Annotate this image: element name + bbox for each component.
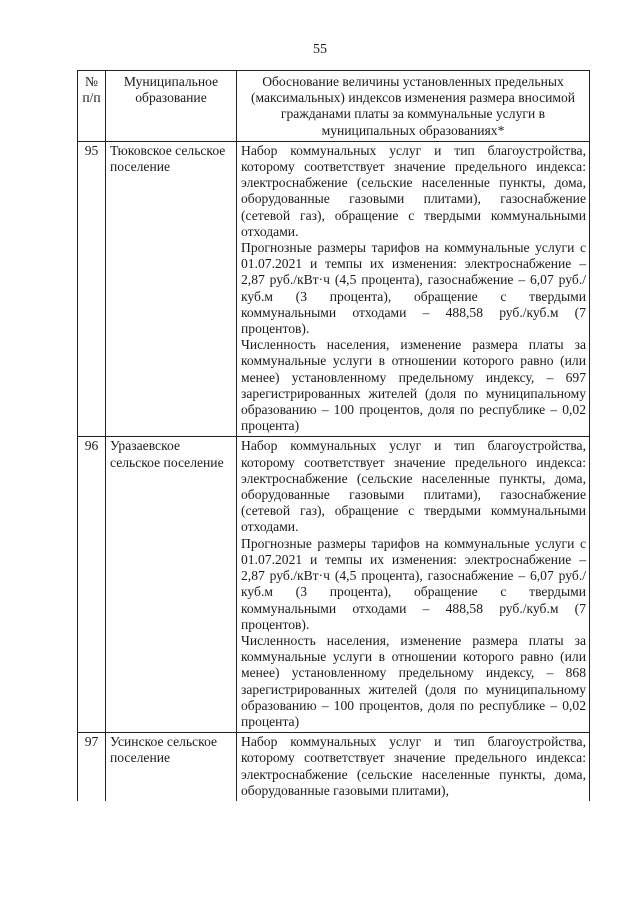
services-paragraph: Набор коммунальных услуг и тип благоустройства, которому соответствует значение предельного индекса: электроснабжение (сельские населенные пункты, дома, оборудованные газовыми плитами), [241, 734, 586, 798]
row-number: 97 [78, 733, 106, 801]
justification-cell [237, 733, 590, 801]
tariffs-paragraph: Прогнозные размеры тарифов на коммунальные услуги с 01.07.2021 и темпы их изменения: электроснабжение – 2,87 руб./кВт·ч (4,5 процента), газоснабжение – 6,07 руб./куб.м (3 процента), обращение с твердыми коммунальными отходами – 488,58 руб./куб.м (7 процентов). [241, 240, 586, 337]
tariffs-paragraph: Прогнозные размеры тарифов на коммунальные услуги с 01.07.2021 и темпы их изменения: электроснабжение – 2,87 руб./кВт·ч (4,5 процента), газоснабжение – 6,07 руб./куб.м (3 процента), обращение с твердыми коммунальными отходами – 488,58 руб./куб.м (7 процентов). [241, 535, 586, 632]
population-paragraph: Численность населения, изменение размера платы за коммунальные услуги в отношении которого равно (или менее) установленному предельному индексу, – 868 зарегистрированных жителей (доля по муниципальному образованию – 100 процентов, доля по республике – 0,02 процента) [241, 632, 586, 729]
table-header-row [78, 71, 590, 142]
tariff-index-table [77, 70, 590, 801]
justification-cell [237, 141, 590, 437]
row-number: 96 [78, 437, 106, 733]
services-paragraph: Набор коммунальных услуг и тип благоустройства, которому соответствует значение предельного индекса: электроснабжение (сельские населенные пункты, дома, оборудованные газовыми плитами), газоснабжение (сетевой газ), обращение с твердыми коммунальными отходами. [241, 142, 586, 239]
page-number: 55 [313, 42, 327, 57]
municipality-name: Усинское сельское поселение [106, 733, 237, 801]
justification-cell [237, 437, 590, 733]
row-number: 95 [78, 141, 106, 437]
header-num: № п/п [78, 71, 106, 142]
municipality-name: Уразаевское сельское поселение [106, 437, 237, 733]
municipality-name: Тюковское сельское поселение [106, 141, 237, 437]
header-justification: Обоснование величины установленных предельных (максимальных) индексов изменения размера вносимой гражданами платы за коммунальные услуги в муниципальных образованиях* [237, 71, 590, 142]
services-paragraph: Набор коммунальных услуг и тип благоустройства, которому соответствует значение предельного индекса: электроснабжение (сельские населенные пункты, дома, оборудованные газовыми плитами), газоснабжение (сетевой газ), обращение с твердыми коммунальными отходами. [241, 438, 586, 535]
table-row [78, 437, 590, 733]
table-row [78, 733, 590, 801]
table-row [78, 141, 590, 437]
population-paragraph: Численность населения, изменение размера платы за коммунальные услуги в отношении которого равно (или менее) установленному предельному индексу, – 697 зарегистрированных жителей (доля по муниципальному образованию – 100 процентов, доля по республике – 0,02 процента) [241, 337, 586, 434]
header-municipality: Муниципальное образование [106, 71, 237, 142]
